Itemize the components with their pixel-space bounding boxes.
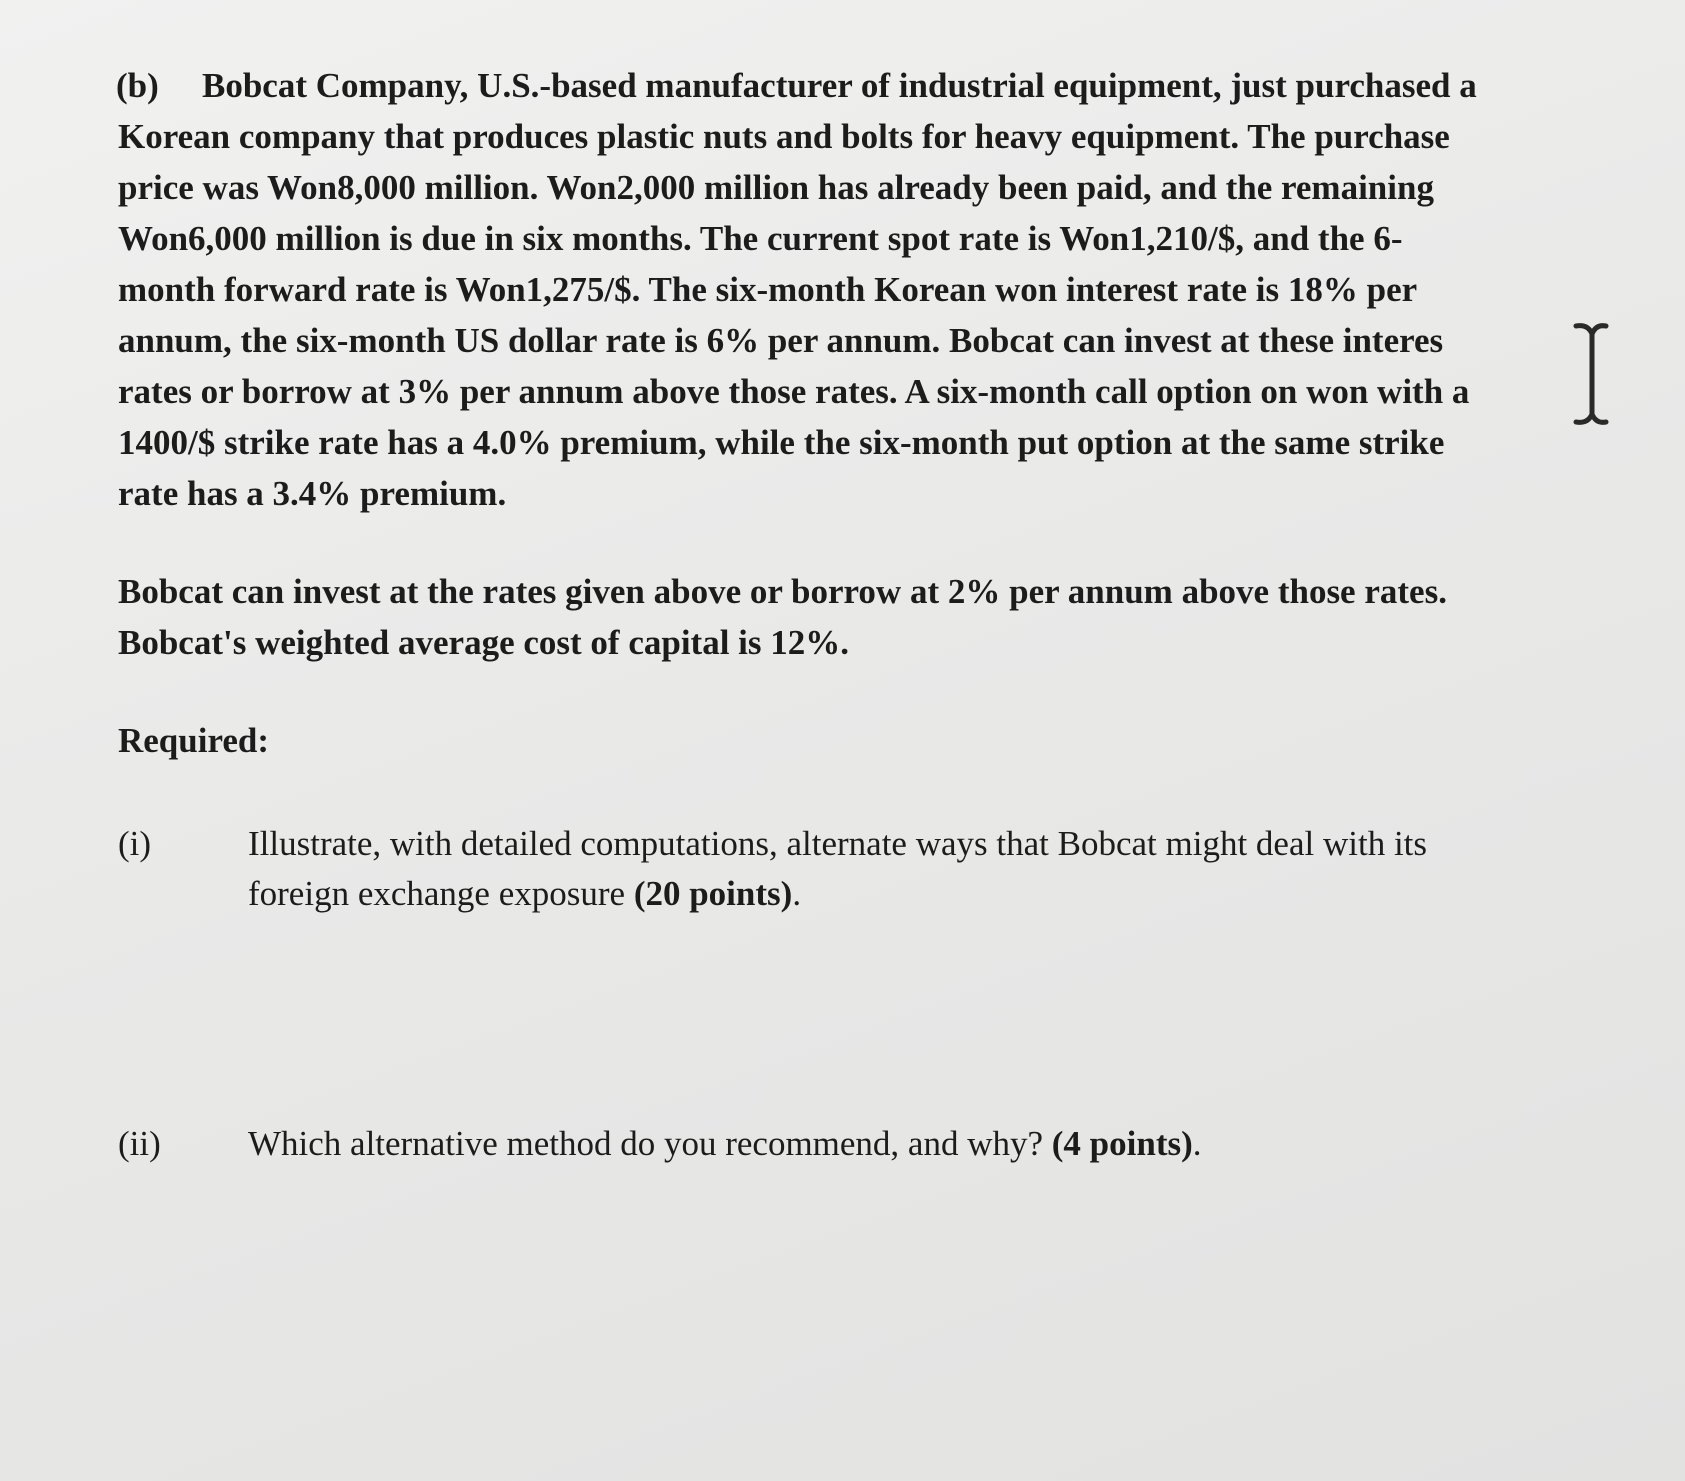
additional-line-2: Bobcat's weighted average cost of capital is 12%.	[118, 623, 850, 662]
item-i-text	[248, 819, 1608, 919]
item-ii-line-1-text: Which alternative method do you recommend, and why?	[248, 1124, 1052, 1163]
item-i-line-1: Illustrate, with detailed computations, alternate ways that Bobcat might deal with its	[248, 824, 1428, 863]
question-line-1	[118, 60, 1608, 111]
item-i-line-2-text: foreign exchange exposure	[248, 874, 634, 913]
additional-paragraph	[118, 566, 1608, 668]
item-ii-end: .	[1192, 1124, 1202, 1163]
item-ii-points: (4 points)	[1051, 1124, 1193, 1163]
question-label: (b)	[116, 66, 159, 105]
question-line-3: price was Won8,000 million. Won2,000 million has already been paid, and the remaining	[118, 168, 1434, 207]
question-line-6: annum, the six-month US dollar rate is 6% per annum. Bobcat can invest at these interes	[118, 321, 1444, 360]
question-line-8: 1400/$ strike rate has a 4.0% premium, while the six-month put option at the same strike	[118, 423, 1445, 462]
document-page	[118, 60, 1608, 1169]
required-heading: Required:	[118, 721, 270, 760]
item-ii-text	[248, 1119, 1608, 1169]
required-item-i	[118, 819, 1608, 919]
item-i-points: (20 points)	[633, 874, 793, 913]
item-i-label: (i)	[118, 824, 152, 863]
text-cursor-icon	[1570, 320, 1610, 428]
question-line-7: rates or borrow at 3% per annum above those rates. A six-month call option on won with a	[118, 372, 1470, 411]
question-line-4: Won6,000 million is due in six months. The current spot rate is Won1,210/$, and the 6-	[118, 219, 1403, 258]
question-line-2: Korean company that produces plastic nuts and bolts for heavy equipment. The purchase	[118, 117, 1450, 156]
item-i-end: .	[792, 874, 802, 913]
item-i-line-2	[248, 869, 1608, 919]
question-line-5: month forward rate is Won1,275/$. The six-month Korean won interest rate is 18% per	[118, 270, 1418, 309]
question-line-1-text: Bobcat Company, U.S.-based manufacturer of industrial equipment, just purchased a	[202, 66, 1477, 105]
item-ii-line-1	[248, 1119, 1608, 1169]
required-item-ii	[118, 1119, 1608, 1169]
question-paragraph	[118, 60, 1608, 519]
question-line-9: rate has a 3.4% premium.	[118, 474, 507, 513]
item-ii-label: (ii)	[118, 1124, 161, 1163]
additional-line-1: Bobcat can invest at the rates given above or borrow at 2% per annum above those rates.	[118, 572, 1447, 611]
